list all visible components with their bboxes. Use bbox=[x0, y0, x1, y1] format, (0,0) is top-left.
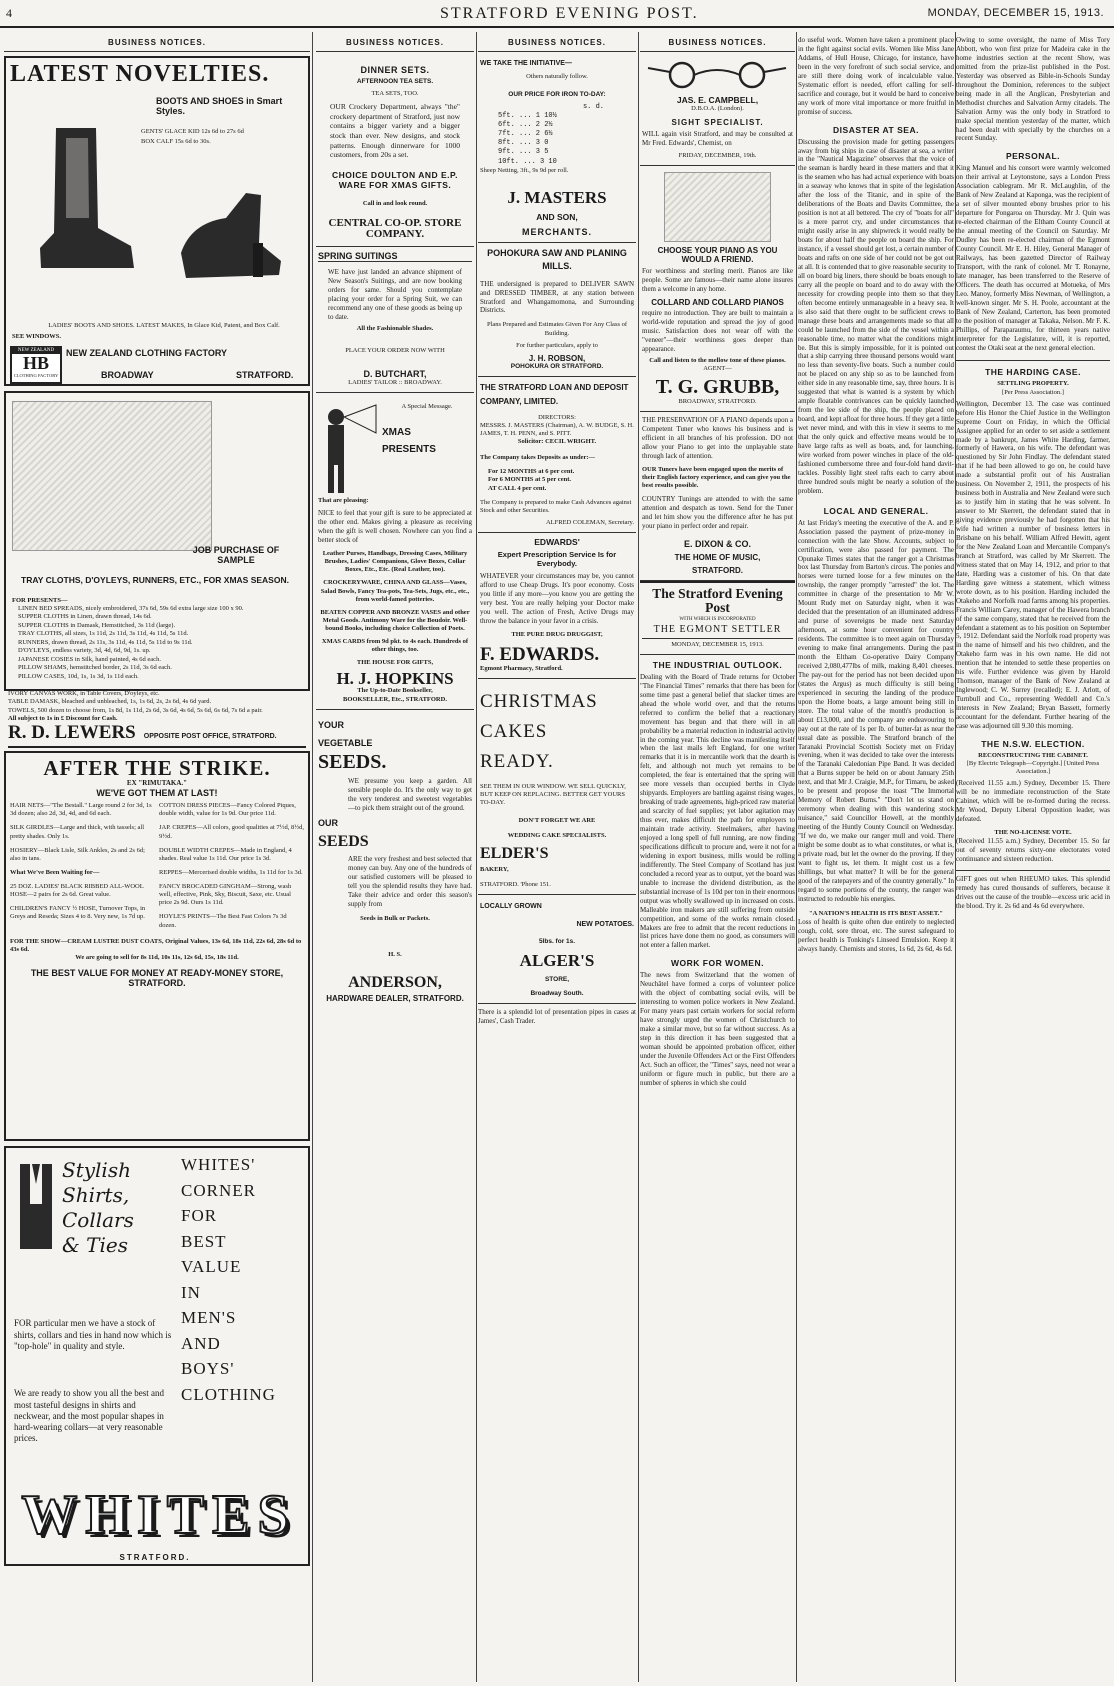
ad-body: ARE the very freshest and best selected that money can buy. Any one of the hundreds of our satisfied customers will be pleased to tell you the splendid results they have had. Take their advice and order this season's supply from bbox=[348, 855, 472, 909]
factory-name: NEW ZEALAND CLOTHING FACTORY bbox=[66, 348, 227, 358]
strike-item: JAP. CREPES—All colors, good qualities at 7½d, 8½d, 9½d. bbox=[159, 824, 304, 840]
strike-item: CHILDREN'S FANCY ½ HOSE, Turnover Tops, in Greys and Reseda; Sizes 4 to 8. Very new, 1s 7d up. bbox=[10, 905, 146, 921]
ad-subline: Call in and look round. bbox=[362, 199, 428, 207]
ad-text: SEE WINDOWS. bbox=[12, 333, 62, 340]
ad-subline: TEA SETS, TOO. bbox=[371, 90, 419, 98]
ad-subline: Others naturally follow. bbox=[526, 72, 588, 80]
discount: All subject to 1s in £ Discount for Cash. bbox=[8, 715, 118, 723]
ad-title: LATEST NOVELTIES. bbox=[10, 61, 270, 87]
article-body: (Received 11.55 a.m.) Sydney, December 15. So far out of seventy returns sixty-one electorates voted continuance and sixteen reduction. bbox=[956, 837, 1110, 864]
ad-headline: OUR PRICE FOR IRON TO-DAY: bbox=[508, 90, 606, 98]
lewers-title: TRAY CLOTHS, D'OYLEYS, RUNNERS, ETC., FOR XMAS SEASON. bbox=[21, 575, 289, 585]
ad-subline: Egmont Pharmacy, Stratford. bbox=[480, 664, 563, 672]
strike-item: HOYLE'S PRINTS—The Best Fast Colors 7s 3d dozen. bbox=[159, 913, 287, 929]
ad-headline: THE STRATFORD LOAN AND DEPOSIT COMPANY, LIMITED. bbox=[480, 382, 629, 407]
loan-ad bbox=[478, 377, 636, 533]
article-heading: "A NATION'S HEALTH IS ITS BEST ASSET." bbox=[809, 909, 943, 917]
ad-body: WHATEVER your circumstances may be, you cannot afford to use Cheap Drugs. It's poor economy. Costs you little if any more—you know you are getting the very best. You are really helping your Doctor make you well. The action of Fresh, Active Drugs may throw the balance in your favor in a crisis. bbox=[480, 572, 634, 625]
ad-subline: Expert Prescription Service Is for Everybody. bbox=[497, 550, 617, 569]
ad-body: THE undersigned is prepared to DELIVER SAWN and DRESSED TIMBER, at any station between Stratford and Whangamomona, and Surrounding Districts. bbox=[480, 279, 634, 315]
paper-title: The Stratford Evening Post bbox=[652, 586, 783, 616]
column-rule bbox=[638, 32, 639, 1682]
ad-subline: The Up-to-Date Bookseller, bbox=[357, 687, 433, 695]
stylish-block: Stylish Shirts, Collars & Ties bbox=[62, 1158, 134, 1258]
issue-date: MONDAY, DECEMBER 15, 1913. bbox=[927, 7, 1104, 19]
edwards-ad bbox=[478, 533, 636, 679]
ad-headline: SEEDS. bbox=[318, 750, 387, 773]
strike-ad bbox=[4, 751, 310, 1141]
lewers-ad bbox=[4, 391, 310, 691]
masthead bbox=[0, 0, 1114, 28]
ad-headline: SEEDS bbox=[318, 833, 369, 851]
column-header: BUSINESS NOTICES. bbox=[478, 32, 636, 52]
article-body: Dealing with the Board of Trade returns for October "The Financial Times" remarks that there has been for some time past a general belief that slacker times are ahead the whole world over, and that the returns referred to confirm the belief that a reactionary movement has begun and that there will in all probability be a material reduction in industrial activity in the coming year. This decline was manifesting itself when the last mails left England, for one writer remarks that it is in mercantile work that the dearth is felt, and although not much yet remains to be completed, the fear is entertained that the spring will see more vessels than occupied berths in Clyde shipyards. Employers are battling against rising wages, breaking of trade agreements, high-priced raw material and scarcity of fuel supplies; yet labor agitation may thus ever, makes difficult the path for employers to maintain trade activity. Steelmakers, after having enjoyed a long spell of full running, are now finding specifications difficult to procure and, were it not for a widening in export business, mills would be rolling indifferently. The Steel Company of Scotland has just concluded a record year as to output, yet the board was unable to increase the dividend distribution, as the substantial increase of 1s 10d per ton in their enormous output was wholly swallowed up in increased on costs. Malleable iron makers are still suffering from outside competition, and some of the works remain closed. Makers are free to admit that the recent reductions in list prices have done them no good, as consumers will not enter a fallen market. bbox=[640, 672, 795, 950]
ad-subline: A Special Message. bbox=[401, 403, 453, 411]
ad-body: WILL again visit Stratford, and may be consulted at Mr Fred. Edwards', Chemist, on bbox=[642, 130, 793, 148]
ad-subline: Solicitor: CECIL WRIGHT. bbox=[517, 438, 597, 446]
ad-subline: BOOKSELLER, Etc., STRATFORD. bbox=[343, 695, 447, 703]
column-rule bbox=[476, 32, 477, 1682]
ad-body: MESSRS. J. MASTERS (Chairman), A. W. BUDGE, S. H. JAMES, T. H. PENN, and S. PITT. bbox=[480, 421, 634, 437]
herald-illustration bbox=[318, 397, 378, 497]
whites-corner: WHITES' CORNER FOR BEST VALUE IN MEN'S AND BOYS' CLOTHING bbox=[181, 1155, 276, 1404]
ad-headline: CHRISTMAS bbox=[480, 691, 598, 712]
article-heading: THE N.S.W. ELECTION. bbox=[981, 738, 1085, 749]
article-body: The news from Switzerland that the women of Neuchâtel have formed a corps of volunteer police with the object of combatting social evils, will be interesting to women police workers in New Zealand. For many years past certain workers for social reform have strongly urged the women of Christchurch to make a similar move, but so far without success. As a step in this direction it has been suggested that a woman should be appointed probation officer, either under the Juvenile Offenders Act or the First Offenders Act. Such an officer, the "Times" says, need not wear a uniform or figure much in public, but there are a number of spheres in which she could bbox=[640, 971, 795, 1087]
ad-subline: FRIDAY, DECEMBER, 19th. bbox=[678, 152, 757, 160]
ad-headline: CAKES bbox=[480, 721, 548, 742]
store-name: F. EDWARDS. bbox=[480, 643, 600, 665]
whites-para: FOR particular men we have a stock of shirts, collars and ties in hand now which is "top-hole" in quality and style. bbox=[14, 1318, 172, 1351]
ad-headline: YOUR bbox=[318, 719, 345, 730]
list-item: D'OYLEYS, endless variety, 3d, 4d, 6d, 9d, 1s. up. bbox=[18, 647, 151, 655]
ad-subline: Seeds in Bulk or Packets. bbox=[360, 914, 430, 922]
ad-subline: H. S. bbox=[388, 951, 402, 959]
ad-item: BEATEN COPPER AND BRONZE VASES and other Metal Goods. Antimony Ware for the Boudoir. Well-bound Books, including choice Collection of Poets. bbox=[320, 608, 470, 633]
ad-subline: THE HOME OF MUSIC, bbox=[674, 553, 761, 563]
article-subheading: THE NO-LICENSE VOTE. bbox=[994, 829, 1072, 837]
lewers-items-more bbox=[8, 690, 306, 715]
ad-subline: DON'T FORGET WE ARE bbox=[518, 817, 596, 825]
article-subheading: SETTLING PROPERTY. bbox=[997, 380, 1069, 388]
ad-headline: NEW POTATOES. bbox=[576, 921, 634, 929]
ad-body: THE PRESERVATION OF A PIANO depends upon a Competent Tuner who knows his business and is efficient in all branches of his profession. DO not allow your Piano to get into the unplayable state through lack of attention. bbox=[642, 416, 793, 460]
job-purchase: JOB PURCHASE OF SAMPLE bbox=[192, 545, 280, 565]
article-body: Wellington, December 13. The case was continued before His Honor the Chief Justice in the Wellington Supreme Court on Friday, in which the Official Assignee applied for an order to set aside a settlement made by a bankrupt, James White Harding, farmer, formerly of Hawera, on his wife. The defendant was questioned by Sir John Findlay. The defendant stated that if he had been allowed to go on, he could have made a substantial profit out of his Australian business. On November 2, 1911, the prospects of his business both in Australia and New Zealand were such as to justify him in stating that he was solvent. In answer to Mr Skerrett, the defendant stated that in giving evidence previously he had forgotten that his wife had written a number of business letters in Brisbane on his behalf. William Alfred Hewitt, agent for the New Zealand Loan and Mercantile Company's branch at Stratford, was called by Mr Skerrett. The witness stated that on May 14, 1912, and prior to that date, Harding was a customer of his. On that date Harding gave witness a statement, which witness wrote down, as to his position. Harding included the Otakeho and Norfolk road farms among his properties. Francis William Carey, manager of the Hawera branch of the same company, stated that he received from the defendant a statement as to his position on September 5, 1912. Defendant said the Norfolk road property was in the name of himself and his two children, and the Otakeho farm was in his own name. He did not mention that he intended to settle these properties on his wife. Further evidence was given by Harold Thomson, manager of the Bank of New Zealand at Inglewood; C. W. Surrey (recalled); E. J. Arlott, of Turnbull and Co., representing Weddell and Co.'s interests in New Zealand; Bryan Bassett, formerly accountant for the defendant. Further hearing of the case was adjourned till 9.30 this morning. bbox=[956, 399, 1110, 731]
column-rule bbox=[796, 32, 797, 1682]
page-mark: 4 bbox=[6, 6, 12, 20]
strike-ex: EX "RIMUTAKA." bbox=[126, 779, 188, 788]
campbell-ad bbox=[640, 56, 795, 166]
ad-subline: WITH WHICH IS INCORPORATED bbox=[679, 617, 756, 623]
for-presents: FOR PRESENTS— bbox=[12, 597, 68, 604]
price-row: 9ft. ... 3 5 bbox=[498, 148, 549, 157]
piano-illustration bbox=[664, 172, 771, 242]
rate-row: For 6 MONTHS at 5 per cent. bbox=[488, 476, 571, 484]
ad-headline: EDWARDS' bbox=[534, 537, 580, 548]
strike-item: HAIR NETS—"The Bestall." Large round 2 for 3d, 1s 3d dozen; also 2d, 3d, 4d, and 6d each. bbox=[10, 802, 152, 818]
article-body: King Manuel and his consort were warmly welcomed on their arrival at Leytonstone, says a London Press Association cablegram. Mr R. McLaughlin, of the Bank of New Zealand at Kaponga, was the recipient of a set of silver mounted ebony brushes prior to his departure for Pongaroa on Thursday. Mr J. Quin was re-elected chairman of the Eltham County Council at the annual meeting of the Council on Saturday. Mr Dudley has been re-elected chairman of the Egmont County Council. Mr E. H. Hiley, General Manager of Railways, has been gazetted Director of Railway Transport, with the rank of colonel. Mr T. Ronayne, late manager, has been transferred to the Reserve of Officers. The death has occurred at Motueka, of Mrs Leo. Manoy, formerly Miss Newman, of Wellington, a well-known singer. Mr S. H. Poole, accountant at the Bank of New Zealand, Carterton, has been promoted to the position of manager at Takaka, Nelson. Mr F. K. Phillips, of Paraparaumu, for thirteen years native interpreter for the Legislature, will, it is reported, contest the Otaki seat at the next general election. bbox=[956, 164, 1110, 352]
ad-item: Leather Purses, Handbags, Dressing Cases, Military Brushes, Ladies' Companions, Glove Boxes, Collar Boxes, Etc., Etc. (Real Leather, too). bbox=[322, 550, 468, 574]
dixon-ad bbox=[640, 412, 795, 581]
street: BROADWAY bbox=[101, 370, 154, 380]
ad-subline: All the Fashionable Shades. bbox=[356, 324, 434, 332]
ad-body: SEE THEM IN OUR WINDOW. WE SELL QUICKLY, BUT KEEP ON REPLACING. BETTER GET YOURS TO-DAY. bbox=[480, 783, 626, 807]
column-5 bbox=[798, 32, 954, 1682]
ad-headline: CHOICE DOULTON AND E.P. WARE FOR XMAS GIFTS. bbox=[332, 169, 458, 190]
whites-para: We are ready to show you all the best and most tasteful designs in shirts and neckwear, and the most popular shapes in hard-wearing collars—at very reasonable prices. bbox=[14, 1388, 164, 1444]
ad-headline: LOCALLY GROWN bbox=[480, 902, 542, 910]
column-2 bbox=[316, 32, 474, 1682]
article-heading: DISASTER AT SEA. bbox=[833, 124, 919, 135]
list-item: LINEN BED SPREADS, nicely embroidered, 37s 6d, 59s 6d extra large size 100 x 90. bbox=[18, 605, 244, 612]
ladies-illustration bbox=[12, 401, 212, 551]
ad-subtitle: BOOTS AND SHOES in Smart Styles. bbox=[156, 96, 283, 116]
lewers-address: OPPOSITE POST OFFICE, STRATFORD. bbox=[143, 733, 277, 741]
ad-headline: SPRING SUITINGS bbox=[318, 251, 472, 262]
list-item: SUPPER CLOTHS in Damask, Hemstitched, 3s 11d (large). bbox=[18, 621, 176, 629]
ad-headline: VEGETABLE bbox=[318, 737, 373, 748]
ad-headline: DINNER SETS. bbox=[360, 65, 430, 75]
strike-item: COTTON DRESS PIECES—Fancy Colored Piques, double width, value for 1s 9d. Our price 11d. bbox=[159, 802, 296, 818]
strike-item: DOUBLE WIDTH CREPES—Made in England, 4 shades. Real value 1s 11d. Our price 1s 3d. bbox=[159, 846, 292, 862]
strike-item: FANCY BROCADED GINGHAM—Strong, wash well, effective, Pink, Sky, Biscuit, Saxe, etc. Usual price 2s 9d. Ours 1s 11d. bbox=[159, 883, 292, 907]
ad-subline: 5lbs. for 1s. bbox=[538, 938, 576, 946]
ad-headline: OUR bbox=[318, 818, 338, 829]
store-name: H. J. HOPKINS bbox=[336, 668, 454, 688]
crockery-ad bbox=[316, 56, 474, 247]
ad-headline: SIGHT SPECIALIST. bbox=[671, 118, 764, 128]
store-name: CENTRAL CO-OP. STORE COMPANY. bbox=[328, 216, 462, 241]
price-row: 7ft. ... 2 6½ bbox=[498, 130, 553, 139]
whites-town: STRATFORD. bbox=[119, 1553, 191, 1563]
article-credit: [Per Press Association.] bbox=[1002, 388, 1064, 396]
rate-row: For 12 MONTHS at 6 per cent. bbox=[488, 468, 575, 476]
list-item: RUNNERS, drawn thread, 2s 11s, 3s 11d, 4s 11d, 5s 11d to 9s 11d. bbox=[18, 638, 193, 646]
rheumo-notice: GIFT goes out when RHEUMO takes. This splendid remedy has cured thousands of sufferers, because it drives out the cause of the trouble—excess uric acid in the blood. Try it. 2s 6d and 4s 6d everywhere. bbox=[956, 870, 1110, 911]
shoe-illustration bbox=[171, 183, 291, 293]
strike-item: HOSIERY—Black Lisle, Silk Ankles, 2s and 2s 6d; also in tans. bbox=[10, 846, 145, 862]
article-body: (Received 11.55 a.m.) Sydney, December 15. There will be no immediate reconstruction of the State Cabinet, which will be re-formed during the recess. Mr Wood, Deputy Liberal Opposition leader, was defeated. bbox=[956, 779, 1110, 824]
elders-ad bbox=[478, 679, 636, 895]
ad-headline: COLLARD AND COLLARD PIANOS bbox=[651, 298, 784, 308]
ad-subline: AFTERNOON TEA SETS. bbox=[356, 78, 434, 85]
editorial-masthead bbox=[640, 581, 795, 655]
ad-body: WE presume you keep a garden. All sensible people do. It's the only way to get the very tenderest and sweetest vegetables—to pick them straight out of the ground. bbox=[348, 776, 472, 812]
ad-body: The Company is prepared to make Cash Advances against Stock and other Securities. bbox=[480, 498, 632, 514]
ad-body: COUNTRY Tunings are attended to with the same attention and despatch as town. Send for the Tuner and let him show you the difference after he has put your piano in perfect order and repair. bbox=[642, 495, 793, 531]
price-row: 6ft. ... 2 2½ bbox=[498, 121, 553, 130]
store-name: ANDERSON, bbox=[348, 974, 442, 992]
whites-logo: WHITES bbox=[21, 1484, 297, 1547]
strike-item: What We've Been Waiting for— bbox=[10, 868, 100, 876]
lewers-items bbox=[18, 605, 298, 681]
ad-subline: LADIES' TAILOR :: BROADWAY. bbox=[348, 379, 442, 386]
ad-headline: WE TAKE THE INITIATIVE— bbox=[480, 60, 572, 67]
ad-subline: D.B.O.A. (London). bbox=[691, 105, 744, 112]
article-body: Loss of health is quite often due entirely to neglected cough, cold, sore throat, etc. The surest safeguard to perfect health is Tonking's Linseed Emulsion. Keep it always handy. Chemists and stores, 1s 6d, 2s 6d, 4s 6d. bbox=[798, 917, 954, 953]
strike-item: REPPES—Mercerised double widths, 1s 11d for 1s 3d. bbox=[159, 868, 303, 876]
sell-line: We are going to sell for 8s 11d, 10s 11s, 12s 6d, 15s, 18s 11d. bbox=[75, 953, 239, 961]
ad-headline: CHOOSE YOUR PIANO AS YOU WOULD A FRIEND. bbox=[657, 246, 778, 265]
price-row: 8ft. ... 3 0 bbox=[498, 139, 549, 148]
best-value: THE BEST VALUE FOR MONEY AT READY-MONEY STORE, STRATFORD. bbox=[30, 968, 284, 989]
paper-subtitle: THE EGMONT SETTLER bbox=[653, 623, 782, 635]
ad-body: OUR Crockery Department, always "the" crockery department of Stratford, just now contains a bigger variety and a bigger stock than ever. New designs, and stock patterns. Enough dinnerware for 1000 customers, from 20s a set. bbox=[330, 102, 460, 160]
ad-subline: BROADWAY, STRATFORD. bbox=[678, 398, 757, 406]
ad-headline: READY. bbox=[480, 751, 554, 772]
list-item: PILLOW SHAMS, hemstitched border, 2s 11d, 3s 6d each. bbox=[18, 664, 172, 672]
ad-subline: PLACE YOUR ORDER NOW WITH bbox=[345, 346, 445, 354]
masters-ad bbox=[478, 56, 636, 243]
ad-body: WE have just landed an advance shipment of New Season's Suitings, and are now booking orders for same. Should you contemplate placing your order for a Spring Suit, we can recommend any one of these goods as being up to date. bbox=[328, 268, 462, 321]
price-row: 10ft. ... 3 10 bbox=[498, 157, 557, 166]
rate-row: AT CALL 4 per cent. bbox=[488, 484, 547, 492]
list-item: PILLOW CASES, 10d, 1s, 1s 3d, 1s 11d each. bbox=[18, 672, 139, 680]
list-item: TRAY CLOTHS, all sizes, 1s 11d, 2s 11d, 3s 11d, 4s 11d, 5s 11d. bbox=[18, 630, 189, 638]
alger-ad bbox=[478, 895, 636, 1005]
article-heading: LOCAL AND GENERAL. bbox=[823, 505, 929, 516]
column-1 bbox=[4, 32, 310, 1682]
price-line: GENTS' GLACE KID 12s 6d to 27s 6d bbox=[141, 128, 244, 135]
ad-subline: AND SON, bbox=[536, 211, 578, 222]
ad-subline: WEDDING CAKE SPECIALISTS. bbox=[507, 831, 607, 839]
ad-subline: Plans Prepared and Estimates Given For Any Class of Building. bbox=[486, 321, 628, 337]
store-name: J. H. ROBSON, bbox=[528, 353, 586, 363]
lewers-name: R. D. LEWERS bbox=[8, 722, 136, 744]
ad-text: LADIES' BOOTS AND SHOES. LATEST MAKES, In Glace Kid, Patent, and Box Calf. bbox=[48, 322, 280, 329]
store-name: ALGER'S bbox=[519, 951, 595, 971]
ad-body: OUR Tuners have been engaged upon the merits of their English factory experience, and can give you the best results possible. bbox=[642, 465, 791, 490]
list-item: JAPANESE COSIES in Silk, hand painted, 4s 6d each. bbox=[18, 655, 161, 663]
column-3 bbox=[478, 32, 636, 1682]
store-name: D. BUTCHART, bbox=[363, 369, 427, 379]
ad-headline: POHOKURA SAW AND PLANING MILLS. bbox=[487, 247, 627, 272]
list-item: TOWELS, 500 dozen to choose from, 1s 8d, 1s 11d, 2s 6d, 3s 6d, 4s 6d, 5s 6d, 6s 6d, 7s 6d a pair. bbox=[8, 706, 263, 714]
newspaper-title: STRATFORD EVENING POST. bbox=[440, 5, 699, 22]
whites-ad bbox=[4, 1146, 310, 1566]
ad-headline: XMAS bbox=[382, 427, 411, 439]
column-4 bbox=[640, 32, 795, 1682]
ad-subline: STRATFORD. bbox=[692, 566, 743, 576]
article-body: At last Friday's meeting the executive of the A. and P. Association passed the payment of prize-money in connection with the late Show. Accounts, subject to certification, were also passed for payment. The Opunake Times states that the ranger got a Christmas box last Thursday from Barton's circus. The ponies and horses were turned loose for a few minutes on the township, the ranger promptly "arrested" the lot. The committee in charge of the presentation to Mr W. Mount Rudy met on Saturday night, when it was decided that the presentation of an illuminated address and purse of sovereigns be made next Saturday afternoon, at some hour convenient for country residents. The committee is to meet again on Thursday evening to make final arrangements. During the past month the Eltham Co-operative Dairy Company received 2,080,477lbs of milk, making 8,401 cheeses. The pay-out for the period has not been decided upon (states the Argus) as much difficulty is still being experienced in securing the landing of the produce upon the Home boats, a large amount being still in store. The total value of the month's production is about £13,000, and the company are endeavouring to pay out at the rate of 1s per lb. of butter-fat as near the usual date as possible. The Stratford branch of the Taranaki Provincial Scottish Society met on Friday evening, when it was decided to take over the interests of the Taranaki Caledonian Pipe Band. It was decided that a Burns supper be held on or about January 25th next, and that Mr J. Craigie, M.P., for Timaru, be asked to be present and propose the toast "The Immortal Memory of Robert Burns." "Don't let us stand on ceremony when dealing with this wandering stock nuisance," said Councillor Howell, at the monthly meeting of the Huntly County Council on Wednesday. "If we do, we make our ranger mull and void. There might be some doubt as to what constitutes, or what is, a private road, but let the owner do the proving. If they want to fight us, let them. It might cost us a few shillings, but what matter? It will be for the general good of the ratepayers and of the country generally." In regard to some portions of the county, the ranger was instructed to redouble his energies. bbox=[798, 518, 954, 903]
grubb-ad bbox=[640, 166, 795, 412]
shirt-illustration bbox=[14, 1154, 58, 1254]
ad-subline: For further particulars, apply to bbox=[516, 341, 598, 349]
show-line: FOR THE SHOW—CREAM LUSTRE DUST COATS, Original Values, 13s 6d, 18s 11d, 22s 6d, 28s 6d to 43s 6d. bbox=[10, 937, 302, 953]
ad-body: require no introduction. They are built to maintain a world-wide reputation and spread the joy of good music. Satisfaction does not wear off with the "veneer"—their worthiness goes deeper than appearance. bbox=[642, 309, 793, 353]
pohokura-ad bbox=[478, 243, 636, 377]
ad-subline: Call and listen to the mellow tone of these pianos. bbox=[649, 356, 786, 364]
store-name: E. DIXON & CO. bbox=[683, 539, 751, 550]
price-row: 5ft. ... 1 10½ bbox=[498, 112, 557, 121]
price-list: s. d. 5ft. ... 1 10½ 6ft. ... 2 2½ 7ft. ... 2 6½ 8ft. ... 3 0 9ft. ... 3 5 10ft. ... 3 10 bbox=[480, 103, 634, 167]
list-item: SUPPER CLOTHS in Linen, drawn thread, 14s 6d. bbox=[18, 613, 152, 621]
ad-subline: STRATFORD. 'Phone 151. bbox=[480, 880, 551, 888]
column-header: BUSINESS NOTICES. bbox=[640, 32, 795, 52]
ad-subline: DIRECTORS: bbox=[538, 413, 576, 421]
lewers-footer bbox=[4, 690, 310, 751]
column-6 bbox=[956, 32, 1110, 1682]
store-name: JAS. E. CAMPBELL, bbox=[676, 95, 759, 105]
boot-illustration bbox=[26, 118, 146, 278]
ad-subline: MERCHANTS. bbox=[522, 226, 592, 237]
article-heading: THE INDUSTRIAL OUTLOOK. bbox=[652, 659, 783, 670]
spring-ad bbox=[316, 247, 474, 393]
store-name: J. MASTERS bbox=[507, 187, 607, 207]
strike-title: AFTER THE STRIKE. bbox=[43, 756, 271, 781]
article-credit: [By Electric Telegraph—Copyright.] [United Press Association.] bbox=[966, 760, 1100, 776]
strike-got: WE'VE GOT THEM AT LAST! bbox=[96, 788, 218, 799]
article-body: Discussing the provision made for getting passengers away from big ships in case of disaster at sea, a writer in the "Nautical Magazine" observes that the voice of the seaman is hardly heard in these matters and that it is the seamen who has had actual experience with boats in a seaway who knows that in spite of the legislation after the loss of the Titanic, and in spite of the deliberations of the Boats and Davits Committee, the position is not at all bettered. The cry of "boats for all" is a mere parrot cry, and under circumstances that might easily arise in any shipwreck it would really be boats for about half the people on board the ship. For instance, if a vessel should get lost, a certain number of boats and rafts on one side of her could not be got out at all. It is contended that to give reasonable security to all on board big liners, there should be boats enough to carry all the people on board and to do away with the necessity for crowding people into them so that they often become entirely unmanageable in a heavy sea. It is also said that there ought to be sufficient crews to manage these boats and arrangements made so that all could be launched from the side of the vessel within a reasonable time, no matter what the conditions might be. But this is simply impossible, for it is pointed out that a ship carrying three thousand persons would want no less than seventy-five boats. Such a number could not be placed on any ship so as to be launched from either side in any reasonable time, say, three hours. It is suggested that what is wanted is a system by which ample floatable contrivances can be quickly launched from the lee side of the ship, the people placed on board, and kept afloat for three hours. If they get a little wet never mind, and with this in view it seems to me that the only quick and effective means would be to have large rafts as well as boats, and, for launching, wire worked from power winches in place of the old-fashioned cumbersome three and four-fold hand davit-tackles. Possibly light steel rafts each to carry about three hundred souls might be nearly a solution of the problem. bbox=[798, 137, 954, 495]
ad-subline: BAKERY, bbox=[480, 866, 509, 874]
ad-item: CROCKERYWARE, CHINA AND GLASS—Vases, Salad Bowls, Fancy Tea-pots, Tea-Sets, Jugs, etc., etc., from world-famed potteries. bbox=[320, 579, 470, 603]
ad-headline: PRESENTS bbox=[382, 444, 436, 456]
ad-subline: That are pleasing: bbox=[318, 497, 369, 505]
hb-logo: NEW ZEALAND HB CLOTHING FACTORY bbox=[10, 346, 62, 384]
ad-subline: POHOKURA OR STRATFORD. bbox=[510, 362, 604, 370]
article-body: do useful work. Women have taken a prominent place in the fight against social evils. Women like Miss Jane Addams, of Hull House, Chicago, for instance, have been in the very forefront of such social service, and are still there doing work of incalculable value. Systematic effort is needed, effort calling for self-sacrifice and courage, but it would be hard to conceive any work of more vital importance or more fruitful in promise of success. bbox=[798, 36, 954, 116]
ad-item: XMAS CARDS from 9d pkt. to 4s each. Hundreds of other things, too. bbox=[321, 638, 469, 654]
ad-body: For worthiness and sterling merit. Pianos are like people. Some are famous—their name alone insures them a welcome in any home. bbox=[642, 267, 793, 294]
ad-body: NICE to feel that your gift is sure to be appreciated at the other end. Makes giving a pleasure as receiving when the gift is well chosen. Nowhere can you find a better stock of bbox=[318, 509, 472, 545]
ad-subline: Sheep Netting, 3ft., 9s 9d per roll. bbox=[480, 166, 569, 174]
price-line: BOX CALF 15s 6d to 30s. bbox=[141, 138, 211, 145]
article-heading: WORK FOR WOMEN. bbox=[671, 958, 764, 969]
ad-item: THE HOUSE FOR GIFTS, bbox=[356, 659, 434, 667]
novelties-ad bbox=[4, 56, 310, 386]
spectacles-icon bbox=[642, 60, 792, 90]
ad-subline: THE PURE DRUG DRUGGIST, bbox=[511, 630, 603, 638]
list-item: TABLE DAMASK, bleached and unbleached, 1s, 1s 6d, 2s, 2s 6d, 4s 6d yard. bbox=[8, 698, 212, 706]
strike-item: 25 DOZ. LADIES' BLACK RIBBED ALL-WOOL HOSE—2 pairs for 2s 6d. Great value. bbox=[10, 883, 144, 899]
list-item: IVORY CANVAS WORK, in Table Covers, D'oyleys, etc. bbox=[8, 690, 160, 697]
store-name: ELDER'S bbox=[480, 844, 549, 862]
ad-subline: HARDWARE DEALER, STRATFORD. bbox=[326, 994, 464, 1004]
town: STRATFORD. bbox=[236, 370, 294, 380]
strike-item: SILK GIRDLES—Large and thick, with tassels; all pretty shades. Only 1s. bbox=[10, 824, 145, 840]
issue-date: MONDAY, DECEMBER 15, 1913. bbox=[642, 638, 793, 649]
ad-subline: ALFRED COLEMAN, Secretary. bbox=[545, 518, 634, 526]
column-header: BUSINESS NOTICES. bbox=[4, 32, 310, 52]
ad-subline: The Company takes Deposits as under:— bbox=[480, 454, 596, 462]
anderson-ad bbox=[316, 710, 474, 1008]
pipe-notice: There is a splendid lot of presentation pipes in cases at James', Cash Trader. bbox=[478, 1008, 636, 1026]
ad-subline: AGENT— bbox=[703, 364, 732, 372]
store-name: T. G. GRUBB, bbox=[655, 376, 780, 399]
article-subheading: RECONSTRUCTING THE CABINET. bbox=[978, 751, 1088, 759]
hopkins-ad bbox=[316, 393, 474, 710]
article-heading: PERSONAL. bbox=[1005, 151, 1061, 162]
article-body: Owing to some oversight, the name of Miss Tory Abbott, who won first prize for Madeira cake in the home industries section at the recent Show, was omitted from the prize-list published in the Post. Yesterday was observed as Bible-in-Schools Sunday throughout the Dominion, references to the subject being made in all the Anglican, Presbyterian and Methodist churches and Salvation Army citadels. The Salvation Army was the only body in Stratford to make special mention yesterday of the matter, which had been dealt with specially by the churches on a recent Sunday. bbox=[956, 36, 1110, 143]
article-heading: THE HARDING CASE. bbox=[956, 360, 1110, 377]
ad-subline: STORE, bbox=[544, 976, 570, 984]
column-rule bbox=[312, 32, 313, 1682]
ad-subline: Broadway South. bbox=[530, 990, 584, 998]
column-header: BUSINESS NOTICES. bbox=[316, 32, 474, 52]
